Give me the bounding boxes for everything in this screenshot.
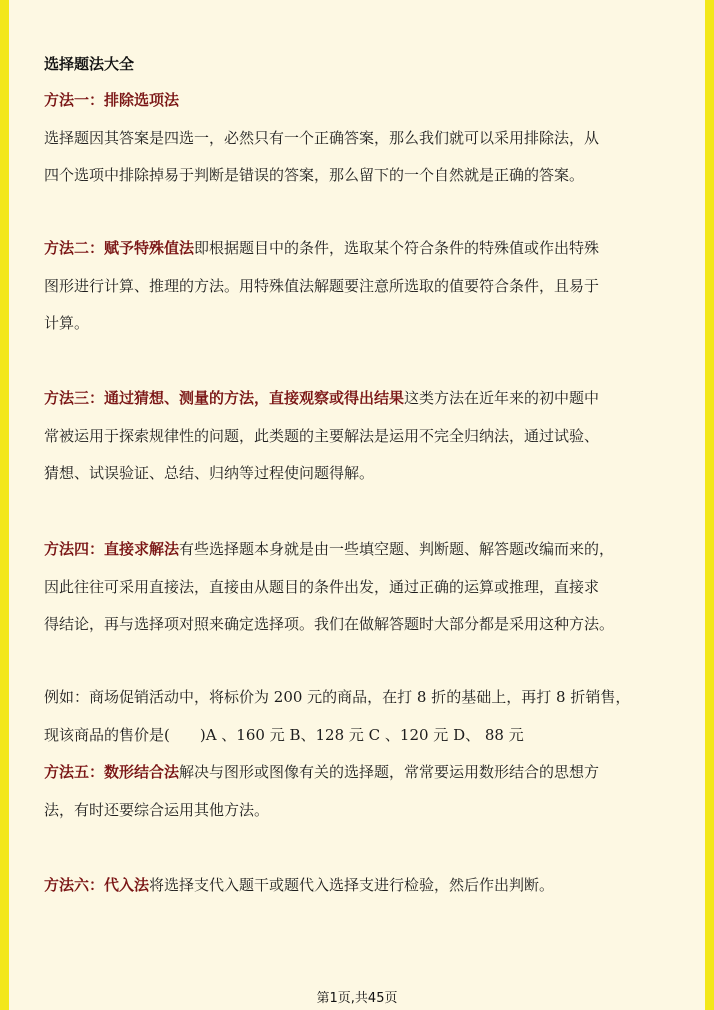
method6-heading: 方法六：代入法: [44, 876, 150, 894]
method3-line-1: [44, 380, 674, 418]
method2-text-1: 即根据题目中的条件，选取某个符合条件的特殊值或作出特殊: [194, 239, 600, 257]
method3-line-2: 常被运用于探索规律性的问题，此类题的主要解法是运用不完全归纳法，通过试验、: [44, 426, 600, 445]
method6-line-1: [44, 867, 674, 905]
method4-line-1: [44, 531, 674, 569]
example-section: [44, 679, 674, 829]
method2-line-2: 图形进行计算、推理的方法。用特殊值法解题要注意所选取的值要符合条件，且易于: [44, 276, 600, 295]
method1-heading: 方法一：排除选项法: [44, 91, 180, 109]
method3-line-3: 猜想、试误验证、总结、归纳等过程使问题得解。: [44, 464, 375, 482]
method3-section: [44, 380, 674, 493]
example-line-2: 现该商品的售价是( )A 、160 元 B、128 元 C 、120 元 D、 88 元: [44, 725, 524, 744]
method2-section: [44, 230, 674, 343]
document-page: [9, 0, 705, 1010]
method2-line-3: 计算。: [44, 314, 90, 332]
method4-section: [44, 531, 674, 644]
method4-heading: 方法四：直接求解法: [44, 540, 180, 558]
method5-text-1: 解决与图形或图像有关的选择题，常常要运用数形结合的思想方: [179, 763, 600, 781]
method4-line-2: 因此往往可采用直接法，直接由从题目的条件出发，通过正确的运算或推理，直接求: [44, 577, 600, 596]
method1-section: [44, 82, 674, 195]
example-line-1: 例如：商场促销活动中，将标价为 200 元的商品，在打 8 折的基础上，再打 8 折销售，: [44, 688, 631, 706]
document-title: 选择题法大全: [44, 55, 135, 73]
method3-heading: 方法三：通过猜想、测量的方法，直接观察或得出结果: [44, 389, 405, 407]
method2-heading: 方法二：赋予特殊值法: [44, 239, 195, 257]
method5-line-2: 法，有时还要综合运用其他方法。: [44, 800, 270, 819]
method5-line-1: [44, 754, 674, 792]
page-number: 第1页,共45页: [316, 991, 398, 1006]
method6-section: [44, 867, 674, 905]
method4-line-3: 得结论，再与选择项对照来确定选择项。我们在做解答题时大部分都是采用这种方法。: [44, 615, 615, 633]
method2-line-1: [44, 230, 674, 268]
method6-text-1: 将选择支代入题干或题代入选择支进行检验，然后作出判断。: [149, 876, 555, 894]
method5-heading: 方法五：数形结合法: [44, 763, 180, 781]
method1-line-1: 选择题因其答案是四选一，必然只有一个正确答案，那么我们就可以采用排除法，从: [44, 128, 600, 147]
method3-text-1: 这类方法在近年来的初中题中: [404, 389, 600, 407]
method4-text-1: 有些选择题本身就是由一些填空题、判断题、解答题改编而来的，: [179, 540, 615, 558]
method1-line-2: 四个选项中排除掉易于判断是错误的答案，那么留下的一个自然就是正确的答案。: [44, 166, 585, 184]
